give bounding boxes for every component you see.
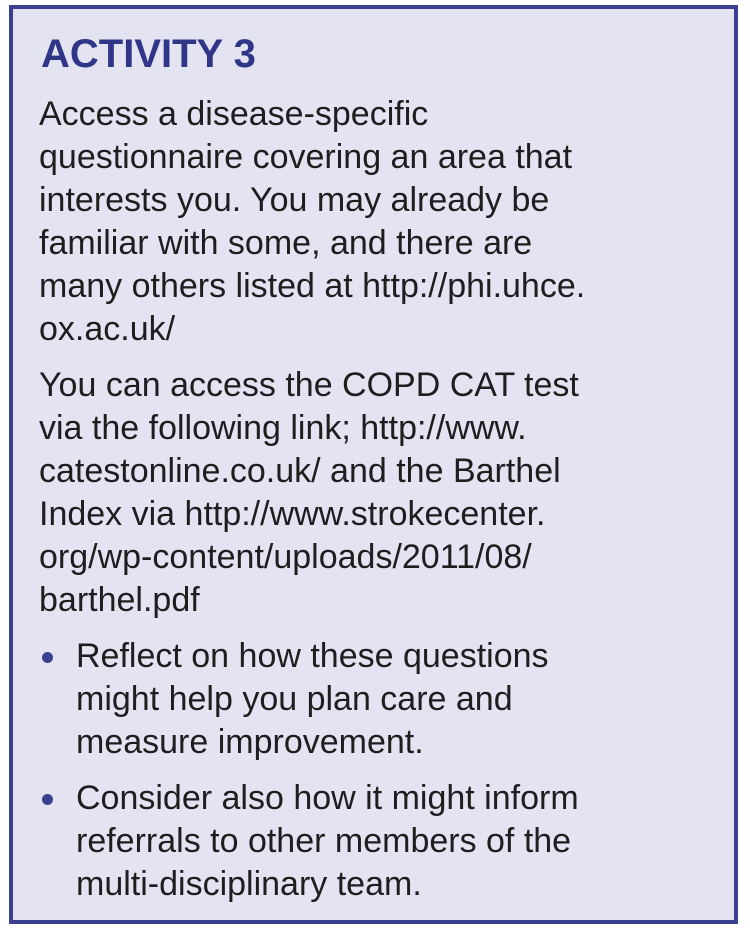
intro-line: familiar with some, and there are — [39, 224, 533, 262]
intro-line-with-link: ox.ac.uk/ — [39, 310, 176, 348]
links-line: via the following link; http://www. — [39, 409, 527, 447]
links-paragraph — [39, 364, 708, 622]
bullet-item-consider — [39, 777, 708, 906]
intro-line: Access a disease-specific — [39, 95, 429, 133]
bullet-line: measure improvement. — [76, 723, 424, 761]
intro-line: interests you. You may already be — [39, 181, 550, 219]
bullet-line: multi-disciplinary team. — [76, 865, 422, 903]
links-line: barthel.pdf — [39, 581, 200, 619]
bullet-line: Reflect on how these questions — [76, 637, 549, 675]
activity-title: ACTIVITY 3 — [41, 32, 256, 76]
bullet-dot-icon — [42, 652, 53, 663]
bullet-dot-icon — [42, 794, 53, 805]
links-line: catestonline.co.uk/ and the Barthel — [39, 452, 561, 490]
bullet-line: Consider also how it might inform — [76, 779, 579, 817]
links-line: org/wp-content/uploads/2011/08/ — [39, 538, 532, 576]
links-line: You can access the COPD CAT test — [39, 366, 579, 404]
intro-line: questionnaire covering an area that — [39, 138, 573, 176]
activity-box — [9, 5, 738, 924]
intro-line-with-link: many others listed at http://phi.uhce. — [39, 267, 586, 305]
bullet-line: might help you plan care and — [76, 680, 513, 718]
intro-paragraph — [39, 93, 708, 351]
bullet-list — [39, 635, 708, 906]
bullet-item-reflect — [39, 635, 708, 764]
links-line: Index via http://www.strokecenter. — [39, 495, 546, 533]
bullet-line: referrals to other members of the — [76, 822, 572, 860]
